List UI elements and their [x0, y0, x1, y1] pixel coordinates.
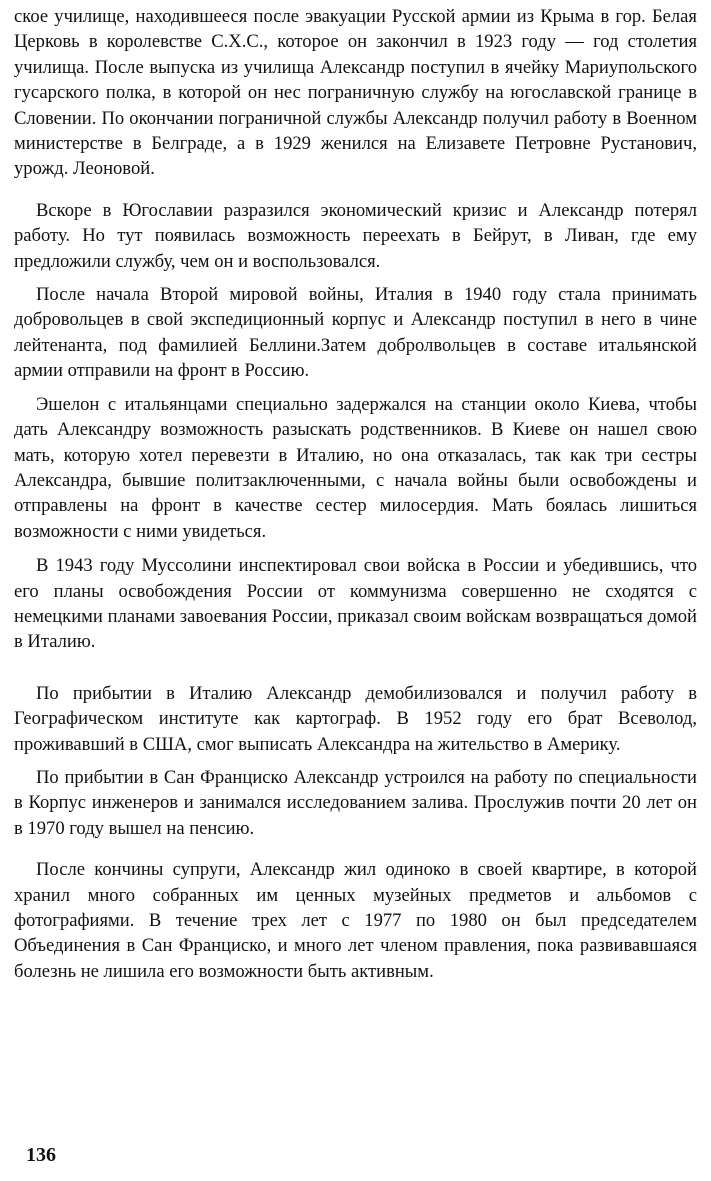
paragraph-8: После кончины супруги, Александр жил одиноко в своей квартире, в которой хранил много собранных им ценных музейных предметов и альбомов с фотографиями. В течение трех лет с 1977 по 1980 он был председателем Объединения в Сан Франциско, и много лет членом правления, пока развивавшаяся болезнь не лишила его возможности быть активным.	[14, 859, 697, 982]
paragraph-2: Вскоре в Югославии разразился экономический кризис и Александр потерял работу. Но тут появилась возможность переехать в Бейрут, в Ливан, где ему предложили службу, чем он и воспользовался.	[14, 199, 697, 272]
paragraph-7: По прибытии в Сан Франциско Александр устроился на работу по специальности в Корпус инженеров и занимался исследованием залива. Прослужив почти 20 лет он в 1970 году вышел на пенсию.	[14, 766, 697, 839]
paragraph-3: После начала Второй мировой войны, Италия в 1940 году стала принимать добровольцев в свой экспедиционный корпус и Александр поступил в него в чине лейтенанта, под фамилией Беллини.Затем добролвольцев в составе итальянской армии отправили на фронт в Россию.	[14, 284, 697, 382]
paragraph-6: По прибытии в Италию Александр демобилизовался и получил работу в Географическом институте как картограф. В 1952 году его брат Всеволод, проживавший в США, смог выписать Александра на жительство в Америку.	[14, 682, 697, 755]
paragraph-4: Эшелон с итальянцами специально задержался на станции около Киева, чтобы дать Александру возможность разыскать родственников. В Киеве он нашел свою мать, которую хотел перевезти в Италию, но она отказалась, так как три сестры Александра, бывшие политзаключенными, с начала войны были освобождены и отправлены на фронт в качестве сестер милосердия. Мать боялась лишиться возможности с ними увидеться.	[14, 393, 697, 542]
paragraph-1: ское училище, находившееся после эвакуации Русской армии из Крыма в гор. Белая Церковь в королевстве С.Х.С., которое он закончил в 1923 году — год столетия училища. После выпуска из училища Александр поступил в ячейку Мариупольского гусарского полка, в которой он нес пограничную службу на югославской границе в Словении. По окончании пограничной службы Александр получил работу в Военном министерстве в Белграде, а в 1929 женился на Елизавете Петровне Рустанович, урожд. Леоновой.	[14, 6, 697, 180]
page-number: 136	[26, 1144, 56, 1166]
paragraph-5: В 1943 году Муссолини инспектировал свои войска в России и убедившись, что его планы освобождения России от коммунизма совершенно не сходятся с немецкими планами завоевания России, приказал своим войскам возвращаться домой в Италию.	[14, 555, 697, 653]
